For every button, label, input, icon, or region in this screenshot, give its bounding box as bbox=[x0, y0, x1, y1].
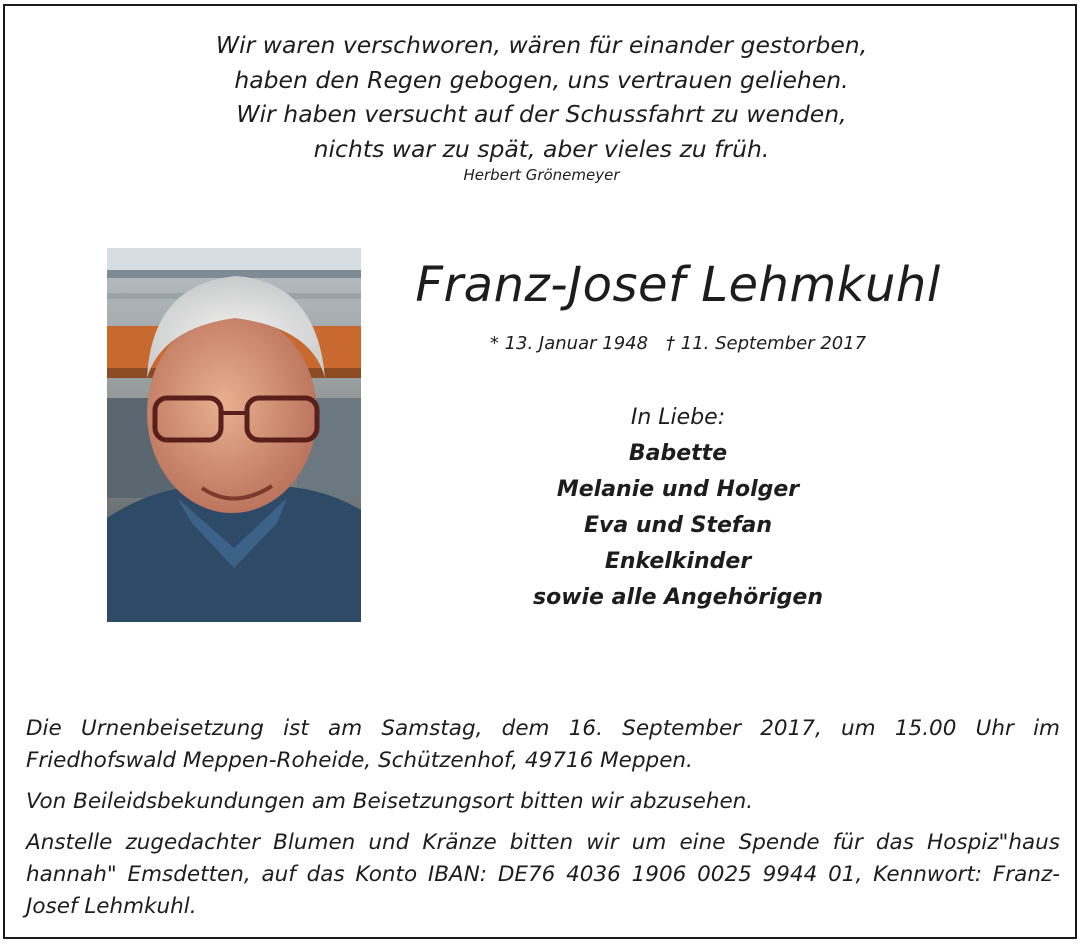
mourner: sowie alle Angehörigen bbox=[532, 585, 824, 610]
mourner: Eva und Stefan bbox=[584, 513, 772, 538]
donation-info: Anstelle zugedachter Blumen und Kränze bitten wir um eine Spende für das Hospiz"haus hannah" Emsdetten, auf das Konto IBAN: DE76 4036 1906 0025 9944 01, Kennwort: Franz-Josef Lehmkuhl. bbox=[26, 830, 1060, 919]
poem-line: haben den Regen gebogen, uns vertrauen geliehen. bbox=[234, 65, 849, 94]
condolence-note: Von Beileidsbekundungen am Beisetzungsort bitten wir abzusehen. bbox=[26, 789, 754, 814]
portrait-photo bbox=[107, 248, 361, 622]
poem bbox=[0, 28, 1083, 166]
poem-line: nichts war zu spät, aber vieles zu früh. bbox=[313, 134, 770, 163]
birth-date: * 13. Januar 1948 bbox=[489, 333, 649, 354]
deceased-name: Franz-Josef Lehmkuhl bbox=[415, 257, 941, 313]
death-date: † 11. September 2017 bbox=[666, 333, 867, 354]
poem-line: Wir waren verschworen, wären für einander gestorben, bbox=[215, 31, 868, 59]
poem-line: Wir haben versucht auf der Schussfahrt zu wenden, bbox=[236, 100, 847, 129]
mourners-intro: In Liebe: bbox=[630, 405, 726, 430]
mourner: Melanie und Holger bbox=[556, 477, 800, 502]
burial-info: Die Urnenbeisetzung ist am Samstag, dem 16. September 2017, um 15.00 Uhr im Friedhofswald Meppen-Roheide, Schützenhof, 49716 Meppen. bbox=[26, 716, 1060, 773]
life-dates bbox=[382, 333, 974, 354]
mourner: Babette bbox=[628, 441, 728, 466]
mourners-list bbox=[382, 400, 974, 616]
mourner: Enkelkinder bbox=[604, 549, 752, 574]
funeral-notes bbox=[26, 713, 1060, 932]
poem-author: Herbert Grönemeyer bbox=[463, 166, 620, 184]
